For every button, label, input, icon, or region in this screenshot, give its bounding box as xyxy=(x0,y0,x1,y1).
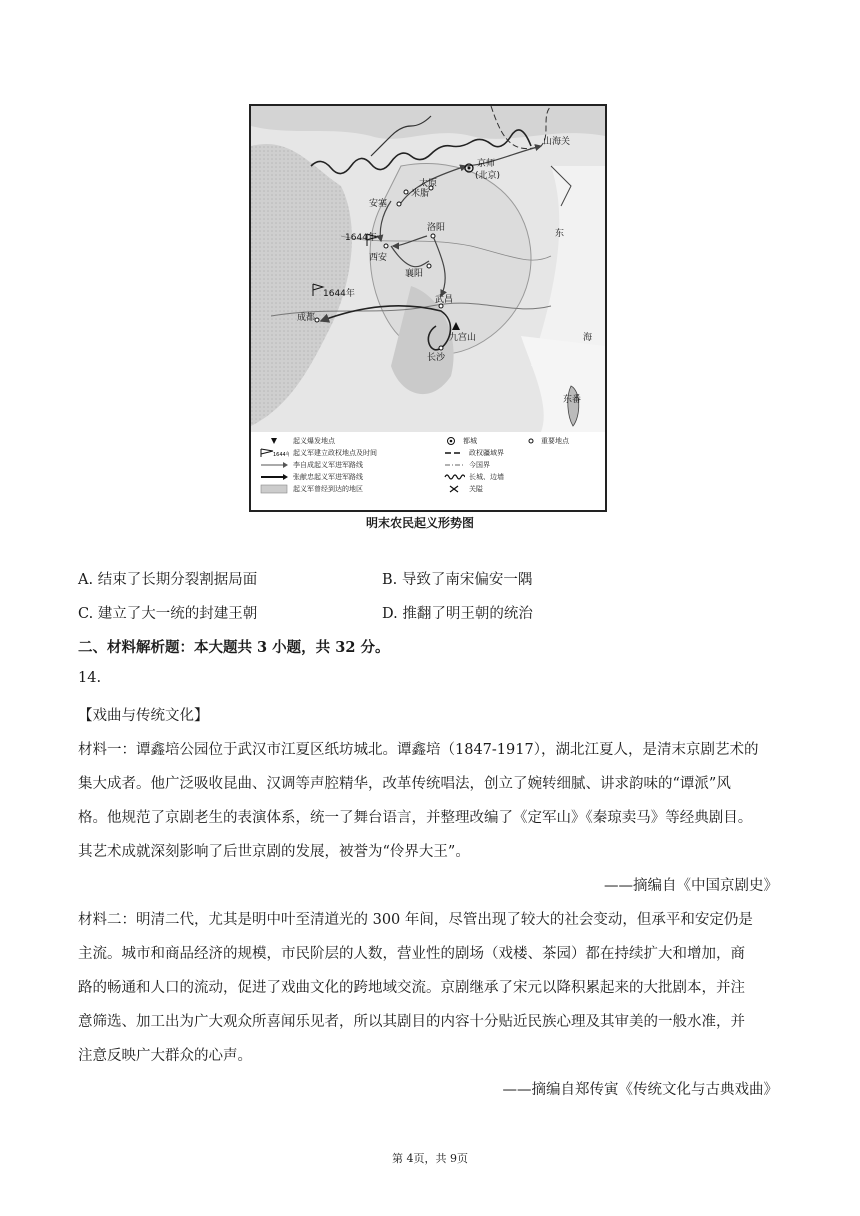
place-beijing: 京师 xyxy=(477,159,496,169)
place-ansai: 安塞 xyxy=(369,199,388,209)
map-legend xyxy=(249,432,607,512)
option-d: D. 推翻了明王朝的统治 xyxy=(382,606,533,622)
material2-line: 主流。城市和商品经济的规模，市民阶层的人数，营业性的剧场（戏楼、茶园）都在持续扩大和增加，商 xyxy=(78,946,745,962)
place-mizhi: 米脂 xyxy=(411,189,430,199)
material2-source: ——摘编自郑传寅《传统文化与古典戏曲》 xyxy=(502,1082,778,1098)
place-beijing-sub: (北京) xyxy=(475,171,501,181)
legend-modern-border: 今国界 xyxy=(469,461,490,469)
material2-line: 意筛选、加工出为广大观众所喜闻乐见者，所以其剧目的内容十分贴近民族心理及其审美的一般水准，并 xyxy=(78,1014,745,1030)
legend-uprising-origin: 起义爆发地点 xyxy=(259,436,335,446)
place-taiwan: 东番 xyxy=(563,395,582,405)
place-shanhaiguan: 山海关 xyxy=(543,137,571,147)
legend-great-wall: 长城、边墙 xyxy=(443,472,504,482)
material2-line: 路的畅通和人口的流动，促进了戏曲文化的跨地域交流。京剧继承了宋元以降积累起来的大批剧本，并注 xyxy=(78,980,745,996)
option-a: A. 结束了长期分裂割据局面 xyxy=(78,572,258,588)
material1-line: 集大成者。他广泛吸收昆曲、汉调等声腔精华，改革传统唱法，创立了婉转细腻、讲求韵味的“谭派”风 xyxy=(78,776,731,792)
legend-zhang-route: 张献忠起义军进军路线 xyxy=(259,472,363,482)
place-sea-dong: 东 xyxy=(555,229,565,239)
page-footer: 第 4页，共 9页 xyxy=(392,1152,468,1165)
place-wuchang: 武昌 xyxy=(435,295,454,305)
topic-heading: 【戏曲与传统文化】 xyxy=(78,708,209,724)
legend-reached-area: 起义军曾经到达的地区 xyxy=(259,484,363,494)
material1-line: 格。他规范了京剧老生的表演体系，统一了舞台语言，并整理改编了《定军山》《秦琼卖马》等经典剧目。 xyxy=(78,810,753,826)
map-caption: 明末农民起义形势图 xyxy=(366,516,475,530)
material2-line: 材料二：明清二代，尤其是明中叶至清道光的 300 年间，尽管出现了较大的社会变动，但承平和安定仍是 xyxy=(78,912,753,928)
svg-text:1644年: 1644年 xyxy=(273,452,289,458)
material1-source: ——摘编自《中国京剧史》 xyxy=(604,878,778,894)
map-image xyxy=(249,104,607,434)
question-number: 14. xyxy=(78,670,102,686)
legend-regime-border: 政权疆域界 xyxy=(469,449,504,457)
place-chengdu: 成都 xyxy=(297,313,316,323)
place-xiangyang: 襄阳 xyxy=(405,269,424,279)
place-year-xian: 1644年 xyxy=(345,233,377,243)
section-title: 二、材料解析题：本大题共 3 小题，共 32 分。 xyxy=(78,639,390,656)
legend-important-place: 重要地点 xyxy=(525,436,569,446)
place-xian: 西安 xyxy=(369,253,388,263)
place-sea-hai: 海 xyxy=(583,333,593,343)
material1-line: 其艺术成就深刻影响了后世京剧的发展，被誉为“伶界大王”。 xyxy=(78,844,470,860)
legend-li-route: 李自成起义军进军路线 xyxy=(259,460,363,470)
option-b: B. 导致了南宋偏安一隅 xyxy=(382,572,533,588)
place-taiyuan: 太原 xyxy=(419,179,438,189)
material1-line: 材料一：谭鑫培公园位于武汉市江夏区纸坊城北。谭鑫培（1847-1917），湖北江夏人，是清末京剧艺术的 xyxy=(78,742,759,758)
legend-regime-established: 1644年 起义军建立政权地点及时间 xyxy=(259,448,377,458)
legend-pass: 关隘 xyxy=(443,484,483,494)
place-jiugongshan: 九宫山 xyxy=(449,333,477,343)
map-figure xyxy=(247,100,609,510)
option-c: C. 建立了大一统的封建王朝 xyxy=(78,606,258,622)
legend-capital: 都城 xyxy=(443,436,477,446)
material2-line: 注意反映广大群众的心声。 xyxy=(78,1048,252,1064)
place-luoyang: 洛阳 xyxy=(427,223,446,233)
place-changsha: 长沙 xyxy=(427,353,446,363)
place-year-chengdu: 1644年 xyxy=(323,289,355,299)
